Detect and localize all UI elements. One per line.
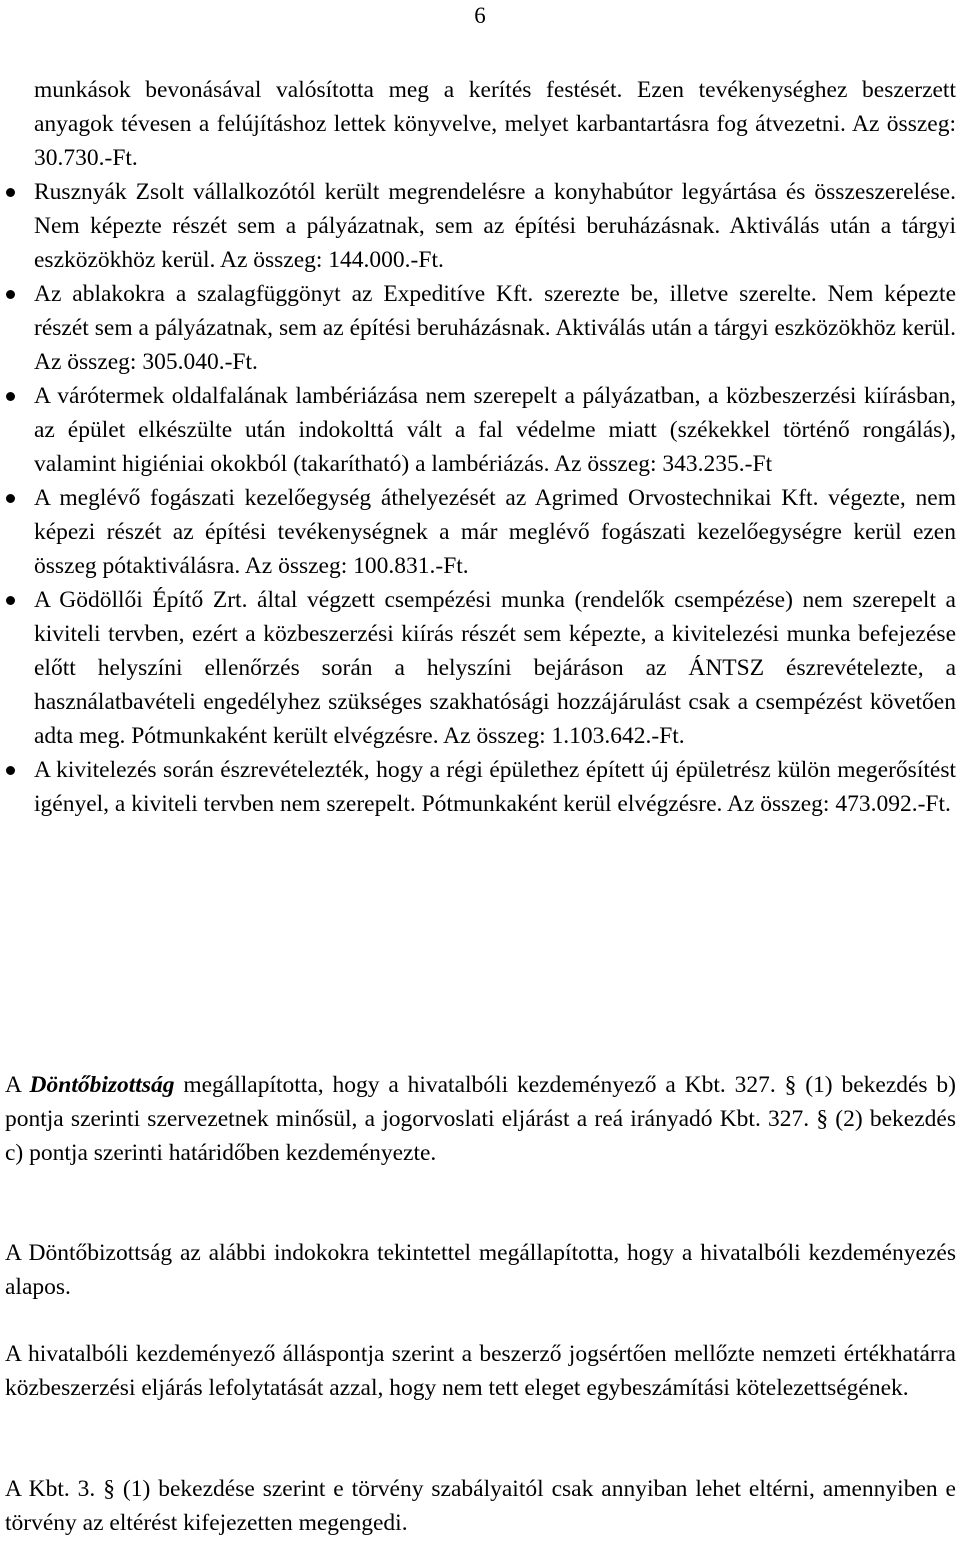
intro-paragraph: munkások bevonásával valósította meg a kerítés festését. Ezen tevékenységhez beszerzett anyagok tévesen a felújításhoz lettek könyvelve, melyet karbantartásra fog átvezetni. Az összeg: 30.730.-Ft. [34,77,956,171]
emphasis-dontobizottsag: Döntőbizottság [29,1072,175,1098]
bullet-item-tiling: A Gödöllői Építő Zrt. által végzett csempézési munka (rendelők csempézése) nem szerepelt a kiviteli tervben, ezért a közbeszerzési kiírás részét sem képezte, a kivitelezési munka befejezése előtt helyszíni ellenőrzés során a helyszíni bejáráson az ÁNTSZ észrevételezte, a használatbavételi engedélyhez szükséges szakhatósági hozzájárulást csak a csempézést követően adta meg. Pótmunkaként került elvégzésre. Az összeg: 1.103.642.-Ft. [34,583,956,753]
paragraph-grounds: A Döntőbizottság az alábbi indokokra tekintettel megállapította, hogy a hivatalbóli kezdeményezés alapos. [5,1240,956,1300]
bullet-item-kitchen-furniture: Rusznyák Zsolt vállalkozótól került megrendelésre a konyhabútor legyártása és összeszerelése. Nem képezte részét sem a pályázatnak, sem az építési beruházásnak. Aktiválás után a tárgyi eszközökhöz kerül. Az összeg: 144.000.-Ft. [34,175,956,277]
paragraph-kbt-3: A Kbt. 3. § (1) bekezdése szerint e törvény szabályaitól csak annyiban lehet eltérni, amennyiben e törvény az eltérést kifejezetten megengedi. [5,1476,956,1536]
bullet-item-window-blinds: Az ablakokra a szalagfüggönyt az Expeditíve Kft. szerezte be, illetve szerelte. Nem képezte részét sem a pályázatnak, sem az építési beruházásnak. Aktiválás után a tárgyi eszközökhöz kerül. Az összeg: 305.040.-Ft. [34,277,956,379]
paragraph-determination [5,1068,956,1170]
paragraph-determination-prefix: A [5,1072,30,1098]
bullet-item-reinforcement: A kivitelezés során észrevételezték, hogy a régi épülethez épített új épületrész külön megerősítést igényel, a kiviteli tervben nem szerepelt. Pótmunkaként kerül elvégzésre. Az összeg: 473.092.-Ft. [34,753,956,821]
bullet-list [34,175,956,821]
bullet-item-dental-unit: A meglévő fogászati kezelőegység áthelyezését az Agrimed Orvostechnikai Kft. végezte, nem képezi részét az építési tevékenységnek a már meglévő fogászati kezelőegységre kerül ezen összeg pótaktiválásra. Az összeg: 100.831.-Ft. [34,481,956,583]
paragraph-determination-body: megállapította, hogy a hivatalbóli kezdeményező a Kbt. 327. § (1) bekezdés b) pontja szerinti szervezetnek minősül, a jogorvoslati eljárást a reá irányadó Kbt. 327. § (2) bekezdés c) pontja szerinti határidőben kezdeményezte. [5,1072,956,1166]
bullet-item-wall-paneling: A várótermek oldalfalának lambériázása nem szerepelt a pályázatban, a közbeszerzési kiírásban, az épület elkészülte után indokolttá vált a fal védelme miatt (székekkel történő rongálás), valamint higiéniai okokból (takarítható) a lambériázás. Az összeg: 343.235.-Ft [34,379,956,481]
bullet-section [34,73,956,821]
paragraph-initiator-position: A hivatalbóli kezdeményező álláspontja szerint a beszerző jogsértően mellőzte nemzeti értékhatárra közbeszerzési eljárás lefolytatását azzal, hogy nem tett eleget egybeszámítási kötelezettségének. [5,1341,956,1401]
page-number: 6 [474,3,486,28]
